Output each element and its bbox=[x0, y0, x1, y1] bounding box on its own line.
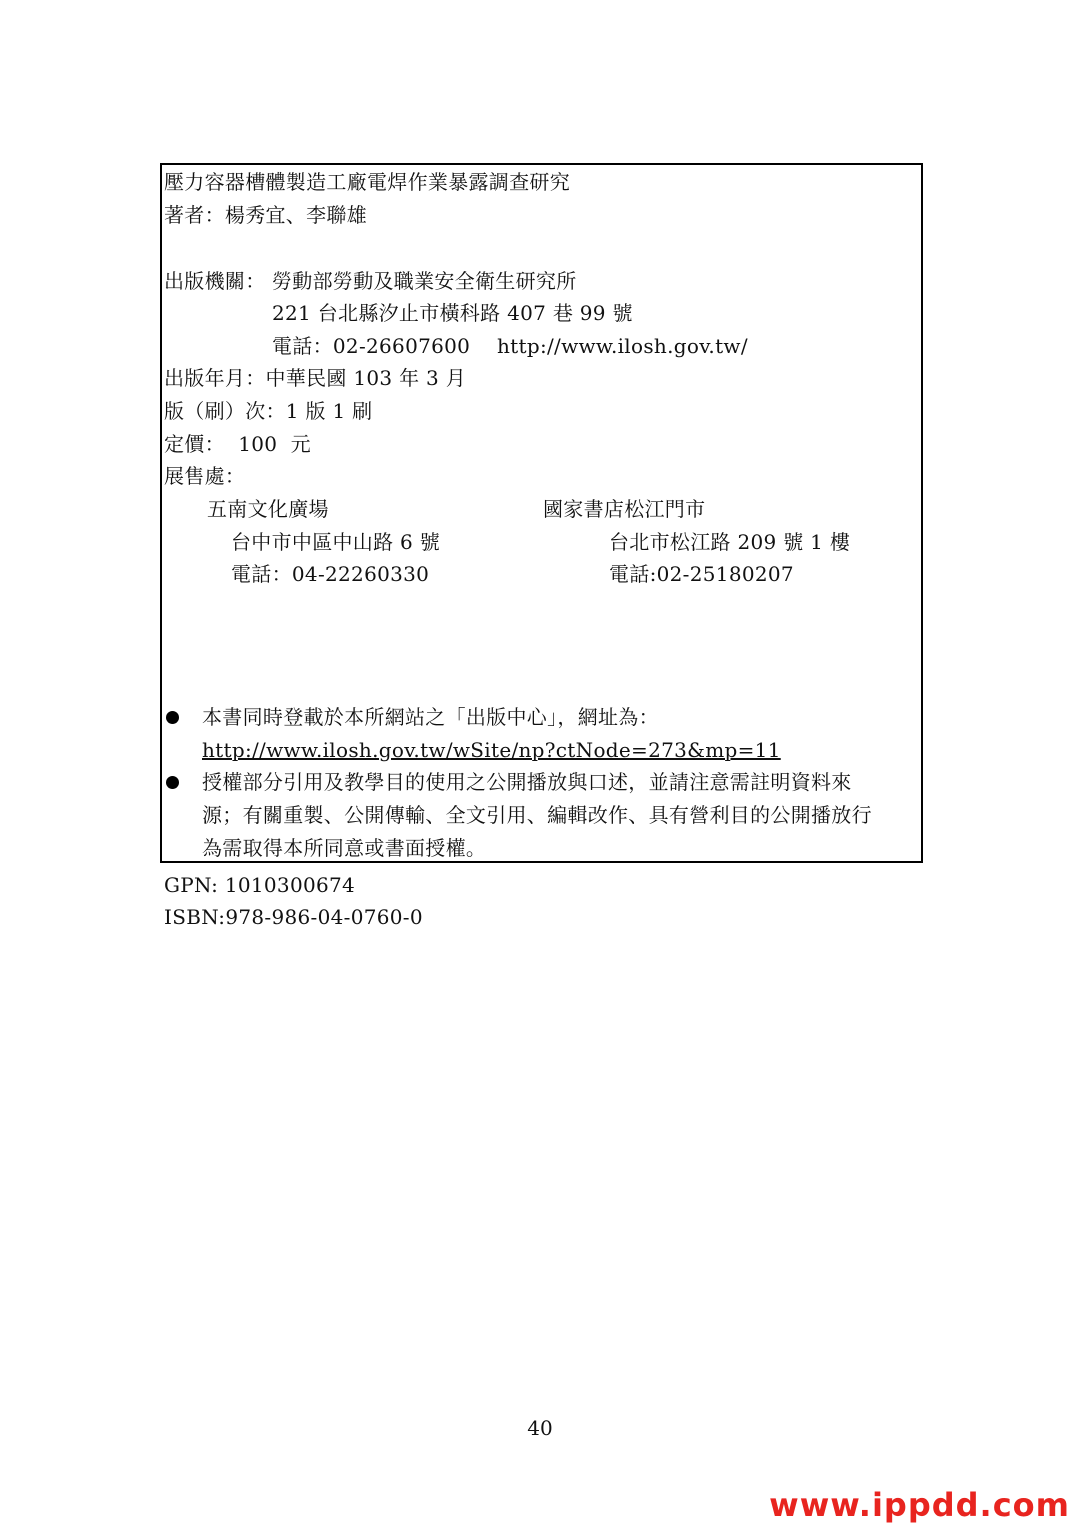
gpn: GPN: 1010300674 bbox=[164, 873, 356, 897]
store1-name: 五南文化廣場 bbox=[207, 497, 329, 521]
store1-phone: 電話：04-22260330 bbox=[231, 562, 430, 586]
publisher-url[interactable]: http://www.ilosh.gov.tw/ bbox=[497, 334, 748, 358]
note2-line3: 為需取得本所同意或書面授權。 bbox=[202, 836, 487, 860]
publisher-label: 出版機關： bbox=[164, 269, 266, 293]
store1-address: 台中市中區中山路 6 號 bbox=[231, 530, 441, 554]
edition: 版（刷）次：1 版 1 刷 bbox=[164, 399, 373, 423]
publication-center-link[interactable]: http://www.ilosh.gov.tw/wSite/np?ctNode=273&mp=11 bbox=[202, 738, 781, 762]
publication-date: 出版年月：中華民國 103 年 3 月 bbox=[164, 366, 467, 390]
price: 定價： 100 元 bbox=[164, 432, 311, 456]
store2-address: 台北市松江路 209 號 1 樓 bbox=[609, 530, 851, 554]
bullet-icon bbox=[166, 776, 179, 789]
publisher-phone: 電話：02-26607600 bbox=[272, 334, 471, 358]
bullet-icon bbox=[166, 711, 179, 724]
note2-line1: 授權部分引用及教學目的使用之公開播放與口述，並請注意需註明資料來 bbox=[202, 770, 852, 794]
publisher-address: 221 台北縣汐止市橫科路 407 巷 99 號 bbox=[272, 301, 633, 325]
note1-text: 本書同時登載於本所網站之「出版中心」，網址為： bbox=[202, 705, 659, 729]
page-number: 40 bbox=[527, 1416, 553, 1440]
authors: 著者：楊秀宜、李聯雄 bbox=[164, 203, 367, 227]
publisher-name: 勞動部勞動及職業安全衛生研究所 bbox=[272, 269, 577, 293]
sales-label: 展售處： bbox=[164, 464, 246, 488]
isbn: ISBN:978-986-04-0760-0 bbox=[164, 905, 423, 929]
watermark: www.ippdd.com bbox=[769, 1486, 1070, 1524]
note2-line2: 源；有關重製、公開傳輸、全文引用、編輯改作、具有營利目的公開播放行 bbox=[202, 803, 872, 827]
book-title: 壓力容器槽體製造工廠電焊作業暴露調查研究 bbox=[164, 170, 570, 194]
store2-name: 國家書店松江門市 bbox=[543, 497, 706, 521]
store2-phone: 電話:02-25180207 bbox=[609, 562, 794, 586]
